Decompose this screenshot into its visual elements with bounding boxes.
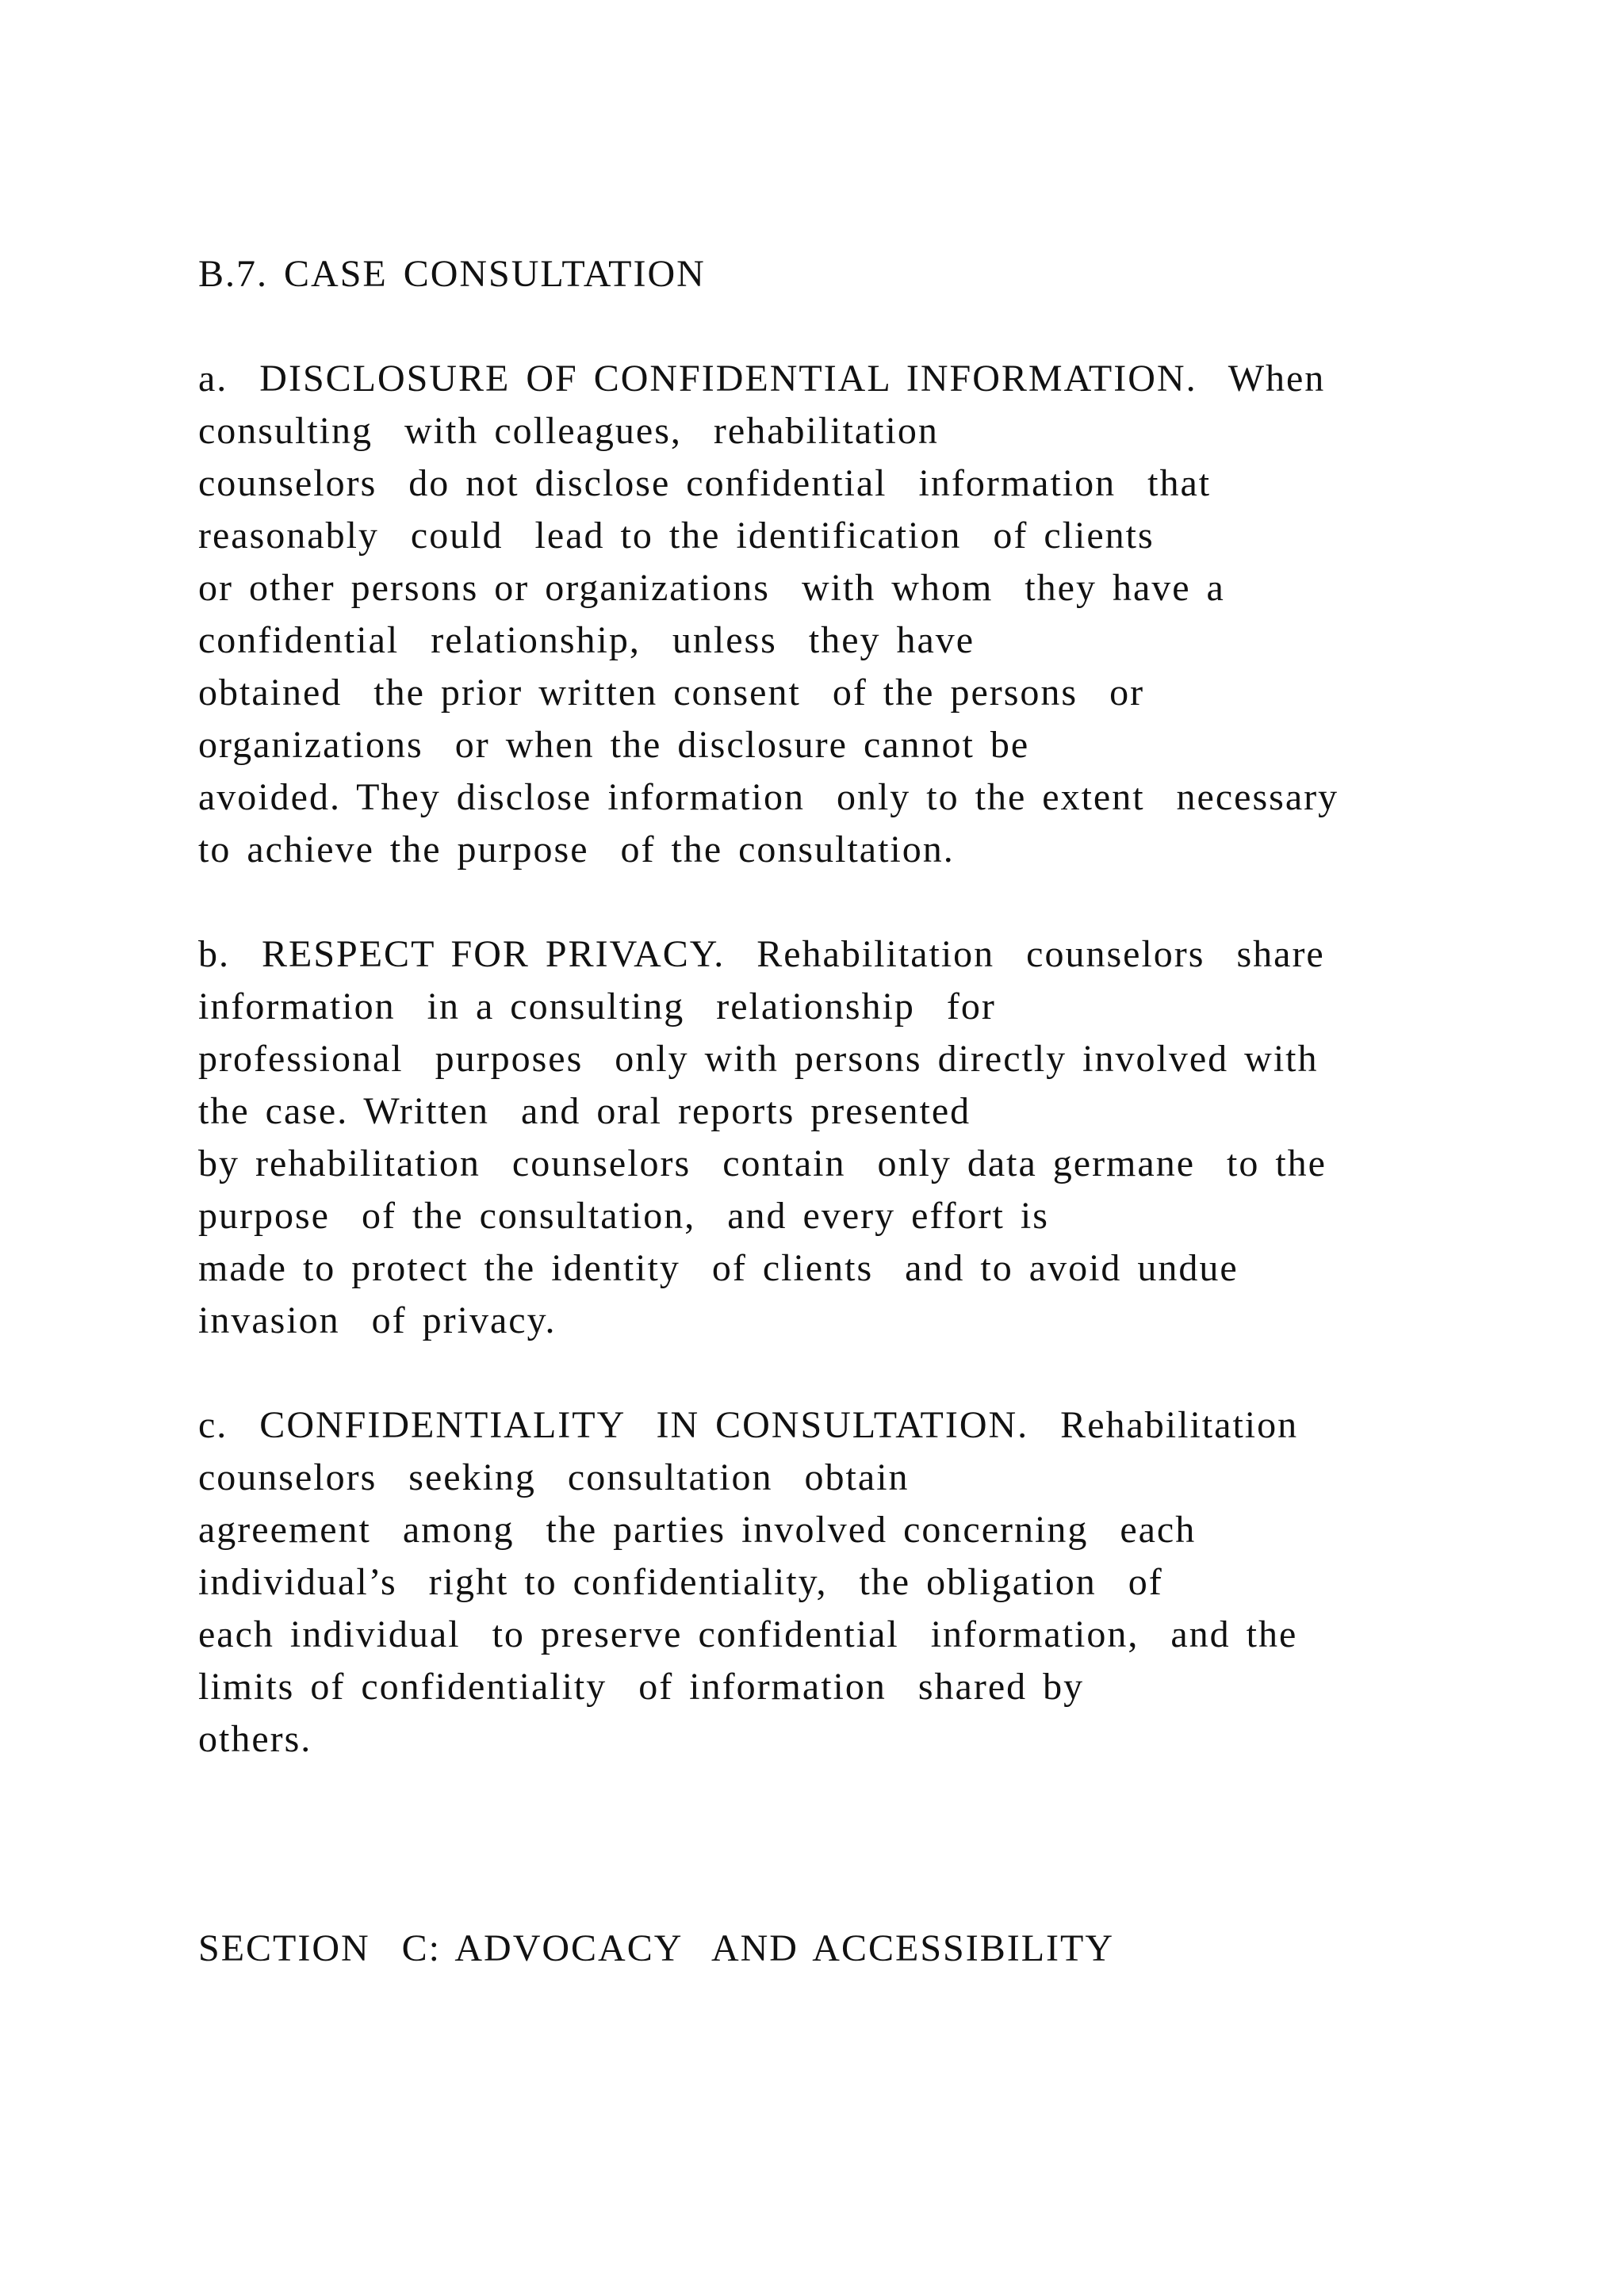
paragraph-c-line: agreement among the parties involved concerning each [198,1509,1197,1551]
section-heading-b7: B.7. CASE CONSULTATION [198,253,706,295]
paragraph-c-line: counselors seeking consultation obtain [198,1456,910,1498]
paragraph-a-line: a. DISCLOSURE OF CONFIDENTIAL INFORMATION. When [198,358,1326,400]
paragraph-b-line: information in a consulting relationship for [198,985,996,1027]
paragraph-c-line: others. [198,1718,312,1760]
paragraph-a-line: organizations or when the disclosure cannot be [198,724,1030,766]
paragraph-b-line: professional purposes only with persons directly involved with [198,1038,1319,1080]
paragraph-c-line: limits of confidentiality of information shared by [198,1666,1085,1708]
paragraph-c-line: individual’s right to confidentiality, the obligation of [198,1561,1163,1603]
paragraph-c-line: c. CONFIDENTIALITY IN CONSULTATION. Rehabilitation [198,1404,1299,1446]
paragraph-b-line: the case. Written and oral reports presented [198,1090,971,1132]
paragraph-b-line: invasion of privacy. [198,1299,557,1341]
paragraph-a-line: or other persons or organizations with whom they have a [198,567,1225,609]
paragraph-b-line: by rehabilitation counselors contain only data germane to the [198,1142,1327,1184]
paragraph-a-line: to achieve the purpose of the consultation. [198,828,955,871]
paragraph-a-line: reasonably could lead to the identification of clients [198,515,1155,557]
paragraph-a-line: avoided. They disclose information only to the extent necessary [198,776,1339,818]
paragraph-b-line: made to protect the identity of clients and to avoid undue [198,1247,1239,1289]
paragraph-a-line: consulting with colleagues, rehabilitation [198,410,939,452]
paragraph-a-line: obtained the prior written consent of the persons or [198,672,1145,714]
paragraph-c-line: each individual to preserve confidential information, and the [198,1613,1298,1655]
paragraph-b-line: b. RESPECT FOR PRIVACY. Rehabilitation counselors share [198,933,1325,975]
paragraph-a-line: confidential relationship, unless they have [198,619,975,661]
paragraph-a-line: counselors do not disclose confidential information that [198,462,1212,504]
section-heading-c: SECTION C: ADVOCACY AND ACCESSIBILITY [198,1927,1114,1969]
paragraph-b-line: purpose of the consultation, and every effort is [198,1195,1049,1237]
